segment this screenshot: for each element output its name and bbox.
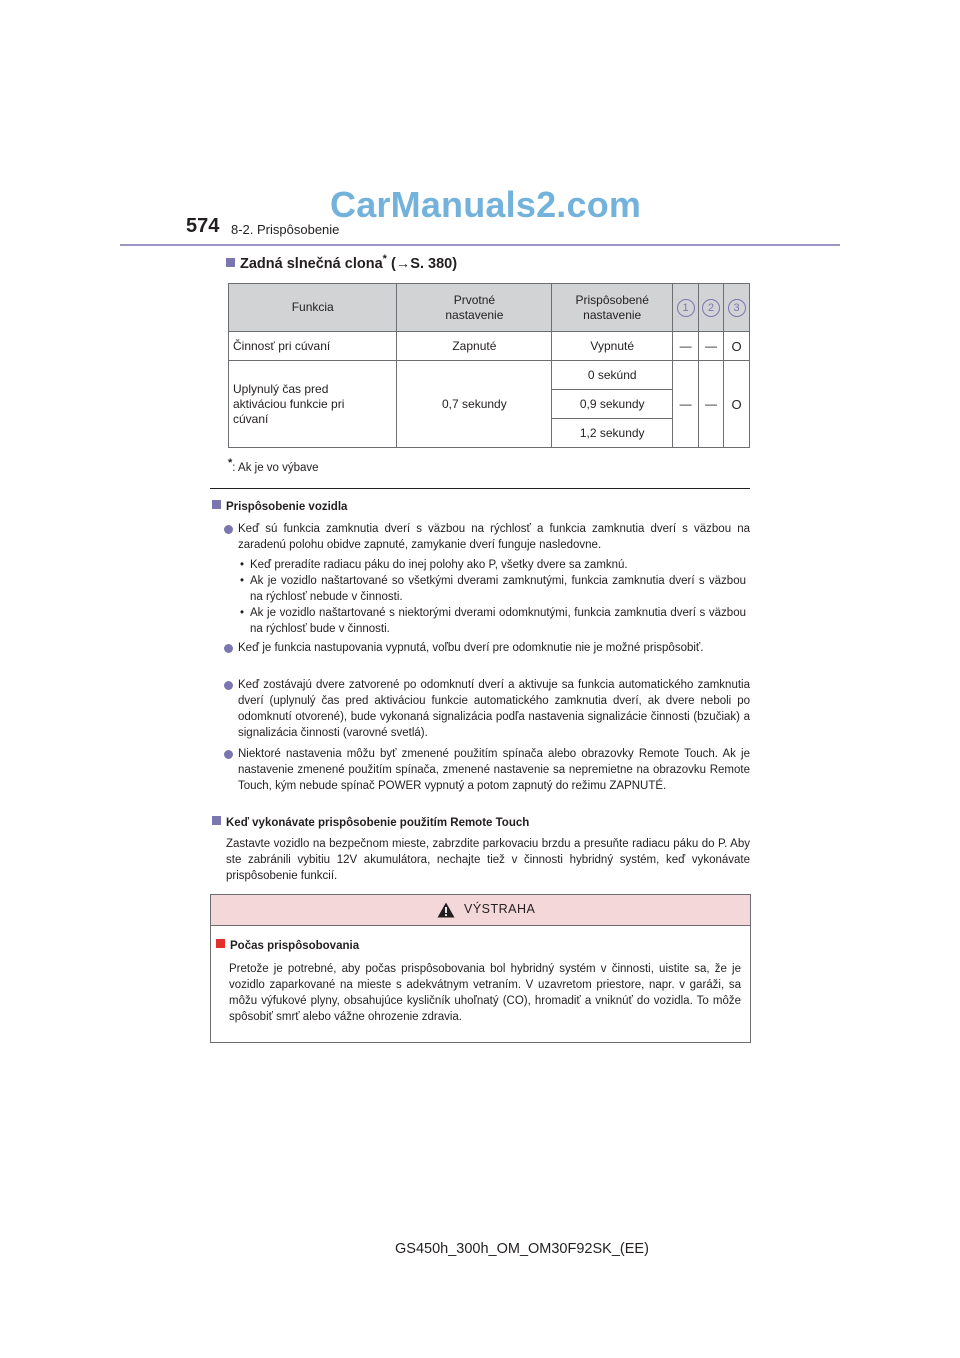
table-heading-label: Zadná slnečná clona	[240, 255, 383, 272]
sub-list-item	[240, 605, 746, 637]
warning-box	[210, 894, 751, 1043]
cell-default: 0,7 sekundy	[397, 361, 552, 448]
cell-c2: —	[699, 361, 724, 448]
section-heading-vehicle	[212, 500, 347, 513]
table-row	[229, 332, 750, 361]
footnote	[228, 457, 319, 474]
circled-number-1: 1	[677, 299, 695, 317]
header-custom: Prispôsobené nastavenie	[552, 284, 673, 332]
header-function: Funkcia	[229, 284, 397, 332]
cell-function: Činnosť pri cúvaní	[229, 332, 397, 361]
bullet-text: Keď je funkcia nastupovania vypnutá, voľbu dverí pre odomknutie nie je možné prispôsobiť.	[238, 642, 704, 654]
cell-c2: —	[699, 332, 724, 361]
sub-list-item	[240, 557, 746, 573]
square-bullet-icon	[216, 939, 225, 948]
cell-option: 1,2 sekundy	[552, 419, 673, 448]
round-bullet-icon	[224, 681, 233, 690]
square-bullet-icon	[212, 500, 221, 509]
header-col-1	[673, 284, 699, 332]
circled-number-2: 2	[702, 299, 720, 317]
table-row	[229, 361, 750, 390]
cell-option: 0 sekúnd	[552, 361, 673, 390]
sub-bullet-mark: •	[240, 607, 245, 619]
warning-triangle-icon	[437, 902, 455, 918]
table-header-row	[229, 284, 750, 332]
watermark: CarManuals2.com	[330, 184, 642, 225]
page-reference: (→S. 380)	[390, 255, 458, 272]
content-divider	[210, 488, 750, 489]
cell-c1: —	[673, 332, 699, 361]
warning-heading	[216, 939, 359, 952]
bullet-item	[238, 640, 750, 656]
document-code: GS450h_300h_OM_OM30F92SK_(EE)	[395, 1241, 649, 1257]
cell-custom: Vypnuté	[552, 332, 673, 361]
asterisk-mark: *	[382, 253, 387, 265]
cell-function: Uplynulý čas pred aktiváciou funkcie pri cúvaní	[229, 361, 397, 448]
sub-item-text: Keď preradíte radiacu páku do inej polohy ako P, všetky dvere sa zamknú.	[250, 559, 628, 571]
cell-option: 0,9 sekundy	[552, 390, 673, 419]
header-col-3	[724, 284, 750, 332]
square-bullet-icon	[226, 258, 235, 267]
sub-item-text: Ak je vozidlo naštartované s niektorými dverami odomknutými, funkcia zamknutia dverí s väzbou na rýchlosť bude v činnosti.	[250, 607, 746, 635]
cell-c3: O	[724, 332, 750, 361]
bullet-text: Keď zostávajú dvere zatvorené po odomknutí dverí a aktivuje sa funkcia automatického zamknutia dverí (uplynulý čas pred aktiváciou funkcie automatického zamknutia dverí, ak dvere neboli po odomknutí otvorené), bude vykonaná signalizácia podľa nastavenia signalizácie činnosti (bzučiak) a signalizácia činnosti (varovné svetlá).	[238, 679, 750, 739]
bullet-text: Niektoré nastavenia môžu byť zmenené použitím spínača alebo obrazovky Remote Touch. Ak je nastavenie zmenené použitím spínača, zmenené nastavenie sa nepremietne na obrazovku Remote Touch, kým nebude spínač POWER vypnutý a potom zapnutý do režimu ZAPNUTÉ.	[238, 748, 750, 792]
heading-text: Keď vykonávate prispôsobenie použitím Remote Touch	[226, 817, 530, 829]
round-bullet-icon	[224, 644, 233, 653]
warning-title: VÝSTRAHA	[464, 902, 536, 916]
bullet-item	[238, 746, 750, 794]
header-divider	[120, 244, 840, 246]
warning-body: Pretože je potrebné, aby počas prispôsobovania bol hybridný systém v činnosti, uistite sa, že je vozidlo zaparkované na mieste s adekvátnym vetraním. V uzavretom priestore, napr. v garáži, sa môžu výfukové plyny, obsahujúce kysličník uhoľnatý (CO), hromadiť a vniknúť do vozidla. To môže spôsobiť smrť alebo vážne ohrozenie zdravia.	[229, 963, 741, 1023]
section-title: 8-2. Prispôsobenie	[231, 222, 340, 237]
section-heading-remote	[212, 816, 529, 829]
section-body: Zastavte vozidlo na bezpečnom mieste, zabrzdite parkovaciu brzdu a presuňte radiacu páku do P. Aby ste zabránili vybitiu 12V akumulátora, nechajte tiež v činnosti hybridný systém, keď vykonávate prispôsobenie funkcií.	[226, 838, 750, 882]
round-bullet-icon	[224, 750, 233, 759]
sub-bullet-mark: •	[240, 559, 245, 571]
circled-number-3: 3	[728, 299, 746, 317]
table-heading	[226, 253, 457, 272]
heading-text: Počas prispôsobovania	[230, 940, 360, 952]
cell-default: Zapnuté	[397, 332, 552, 361]
bullet-item	[238, 677, 750, 741]
header-col-2	[699, 284, 724, 332]
cell-c1: —	[673, 361, 699, 448]
sub-item-text: Ak je vozidlo naštartované so všetkými dverami zamknutými, funkcia zamknutia dverí s väzbou na rýchlosť nebude v činnosti.	[250, 575, 746, 603]
bullet-text: Keď sú funkcia zamknutia dverí s väzbou na rýchlosť a funkcia zamknutia dverí s väzbou na zaradenú polohu obidve zapnuté, zamykanie dverí funguje nasledovne.	[238, 523, 750, 551]
footnote-text: : Ak je vo výbave	[232, 461, 319, 474]
bullet-item	[238, 521, 750, 553]
page-number: 574	[186, 215, 220, 237]
warning-header	[211, 895, 750, 926]
heading-text: Prispôsobenie vozidla	[226, 501, 348, 513]
settings-table	[228, 283, 750, 448]
round-bullet-icon	[224, 525, 233, 534]
header-default: Prvotné nastavenie	[397, 284, 552, 332]
square-bullet-icon	[212, 816, 221, 825]
cell-c3: O	[724, 361, 750, 448]
footnote-mark: *	[228, 457, 233, 469]
sub-bullet-mark: •	[240, 575, 245, 587]
sub-list-item	[240, 573, 746, 605]
